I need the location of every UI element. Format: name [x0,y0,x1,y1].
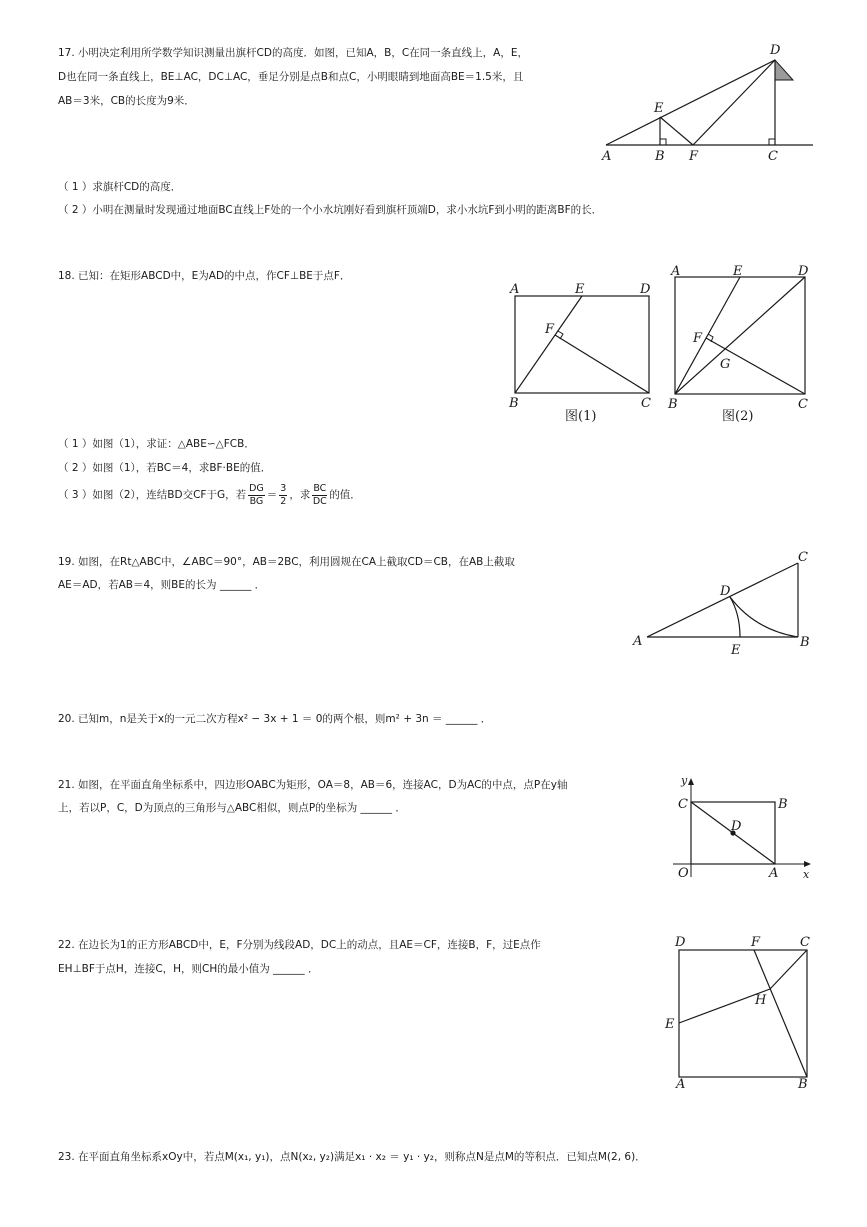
label-C: C [678,797,688,812]
q22-line2: EH⊥BF于点H，连接C，H，则CH的最小值为 ______ ． [58,963,319,975]
q21-line1: 21. 如图，在平面直角坐标系中，四边形OABC为矩形，OA＝8，AB＝6，连接AC，D为AC的中点，点P在y轴 [58,779,568,791]
label-x: x [803,868,810,881]
label-C: C [798,550,808,565]
q18-sub3-a: （ 3 ）如图（2），连结BD交CF于G，若 [58,489,247,501]
label-E: E [665,1017,675,1032]
q23-line1: 23. 在平面直角坐标系xOy中，若点M(x₁, y₁)，点N(x₂, y₂)满足x₁ · x₂ ＝ y₁ · y₂，则称点N是点M的等积点．已知点M(2, 6)． [58,1151,646,1163]
label-B: B [798,1077,808,1092]
flag-shape [775,60,793,80]
q17-figure [600,38,815,166]
label-A: A [671,264,681,279]
fraction-denominator: 2 [280,495,287,507]
segment-EF [660,117,693,145]
label-B: B [655,149,665,164]
label-D: D [770,43,781,58]
fraction-BC-DC [312,483,327,508]
q20-line1: 20. 已知m，n是关于x的一元二次方程x² − 3x + 1 ＝ 0的两个根，则m² + 3n ＝ ______ ． [58,713,492,725]
q17-sub2: （ 2 ）小明在测量时发现通过地面BC直线上F处的一个小水坑刚好看到旗杆顶端D，求小水坑F到小明的距离BF的长． [58,204,603,216]
q18-figure-1 [505,280,655,430]
q18-sub1: （ 1 ）如图（1），求证：△ABE∽△FCB． [58,438,255,450]
q19-figure [630,546,815,660]
q19-line2: AE＝AD，若AB＝4，则BE的长为 ______ ． [58,579,266,591]
q18-sub3-c: ，求 [289,489,311,501]
label-F: F [751,935,761,950]
label-D: D [798,264,809,279]
label-E: E [731,643,741,658]
label-A: A [769,866,779,881]
fraction-numerator: DG [249,482,264,494]
label-H: H [755,993,767,1008]
label-O: O [678,866,689,881]
y-axis-arrow [688,778,694,785]
label-B: B [800,635,810,650]
label-F: F [693,331,703,346]
q18-sub2: （ 2 ）如图（1），若BC＝4，求BF·BE的值． [58,462,272,474]
label-E: E [575,282,585,297]
segment-CH [770,950,807,989]
label-C: C [641,396,651,411]
label-A: A [633,634,643,649]
label-F: F [545,322,555,337]
segment-BE [515,296,582,393]
q21-line2: 上，若以P，C，D为顶点的三角形与△ABC相似，则点P的坐标为 ______ ． [58,802,406,814]
q18-sub3-d: 的值． [329,489,361,501]
label-A: A [602,149,612,164]
label-C: C [800,935,810,950]
sight-line-AD [606,60,775,145]
q17-line2: D也在同一条直线上，BE⊥AC，DC⊥AC，垂足分别是点B和点C，小明眼睛到地面高BE＝1.5米，且 [58,71,524,83]
segment-AC [647,563,798,637]
fraction-numerator: 3 [280,482,287,494]
label-G: G [720,357,731,372]
label-C: C [798,397,808,412]
segment-BE [675,277,740,394]
label-E: E [733,264,743,279]
segment-CF [555,335,649,393]
label-B: B [778,797,788,812]
q22-figure [662,932,817,1092]
caption-fig2: 图(2) [722,409,754,424]
label-D: D [675,935,686,950]
label-A: A [676,1077,686,1092]
label-D: D [731,819,742,834]
square-ABCD [679,950,807,1077]
label-B: B [509,396,519,411]
q19-line1: 19. 如图，在Rt△ABC中，∠ABC＝90°，AB＝2BC，利用圆规在CA上截取CD＝CB，在AB上截取 [58,556,515,568]
q22-line1: 22. 在边长为1的正方形ABCD中，E，F分别为线段AD，DC上的动点，且AE＝CF，连接B，F，过E点作 [58,939,541,951]
segment-BF [754,950,807,1077]
right-angle-C [769,139,775,145]
segment-FD [693,60,775,145]
q18-line1: 18. 已知：在矩形ABCD中，E为AD的中点，作CF⊥BE于点F． [58,270,351,282]
q17-line1: 17. 小明决定利用所学数学知识测量出旗杆CD的高度．如图，已知A，B，C在同一条直线上，A，E， [58,47,528,59]
fraction-DG-BG [248,483,265,508]
label-C: C [768,149,778,164]
q17-line3: AB＝3米，CB的长度为9米． [58,95,195,107]
q18-sub3 [58,478,361,512]
label-D: D [640,282,651,297]
caption-fig1: 图(1) [565,409,597,424]
q18-figure-2 [665,262,815,430]
label-E: E [654,101,664,116]
right-angle-B [660,139,666,145]
x-axis-arrow [804,861,811,867]
label-D: D [720,584,731,599]
fraction-numerator: BC [313,482,327,494]
rectangle-ABCD [515,296,649,393]
fraction-3-2 [279,483,287,508]
fraction-denominator: BG [249,495,264,507]
label-F: F [689,149,699,164]
q21-figure [670,772,815,882]
q17-sub1: （ 1 ）求旗杆CD的高度． [58,181,182,193]
label-B: B [668,397,678,412]
label-y: y [681,774,688,787]
label-A: A [510,282,520,297]
q18-sub3-b: ＝ [266,489,278,501]
fraction-denominator: DC [312,495,327,507]
